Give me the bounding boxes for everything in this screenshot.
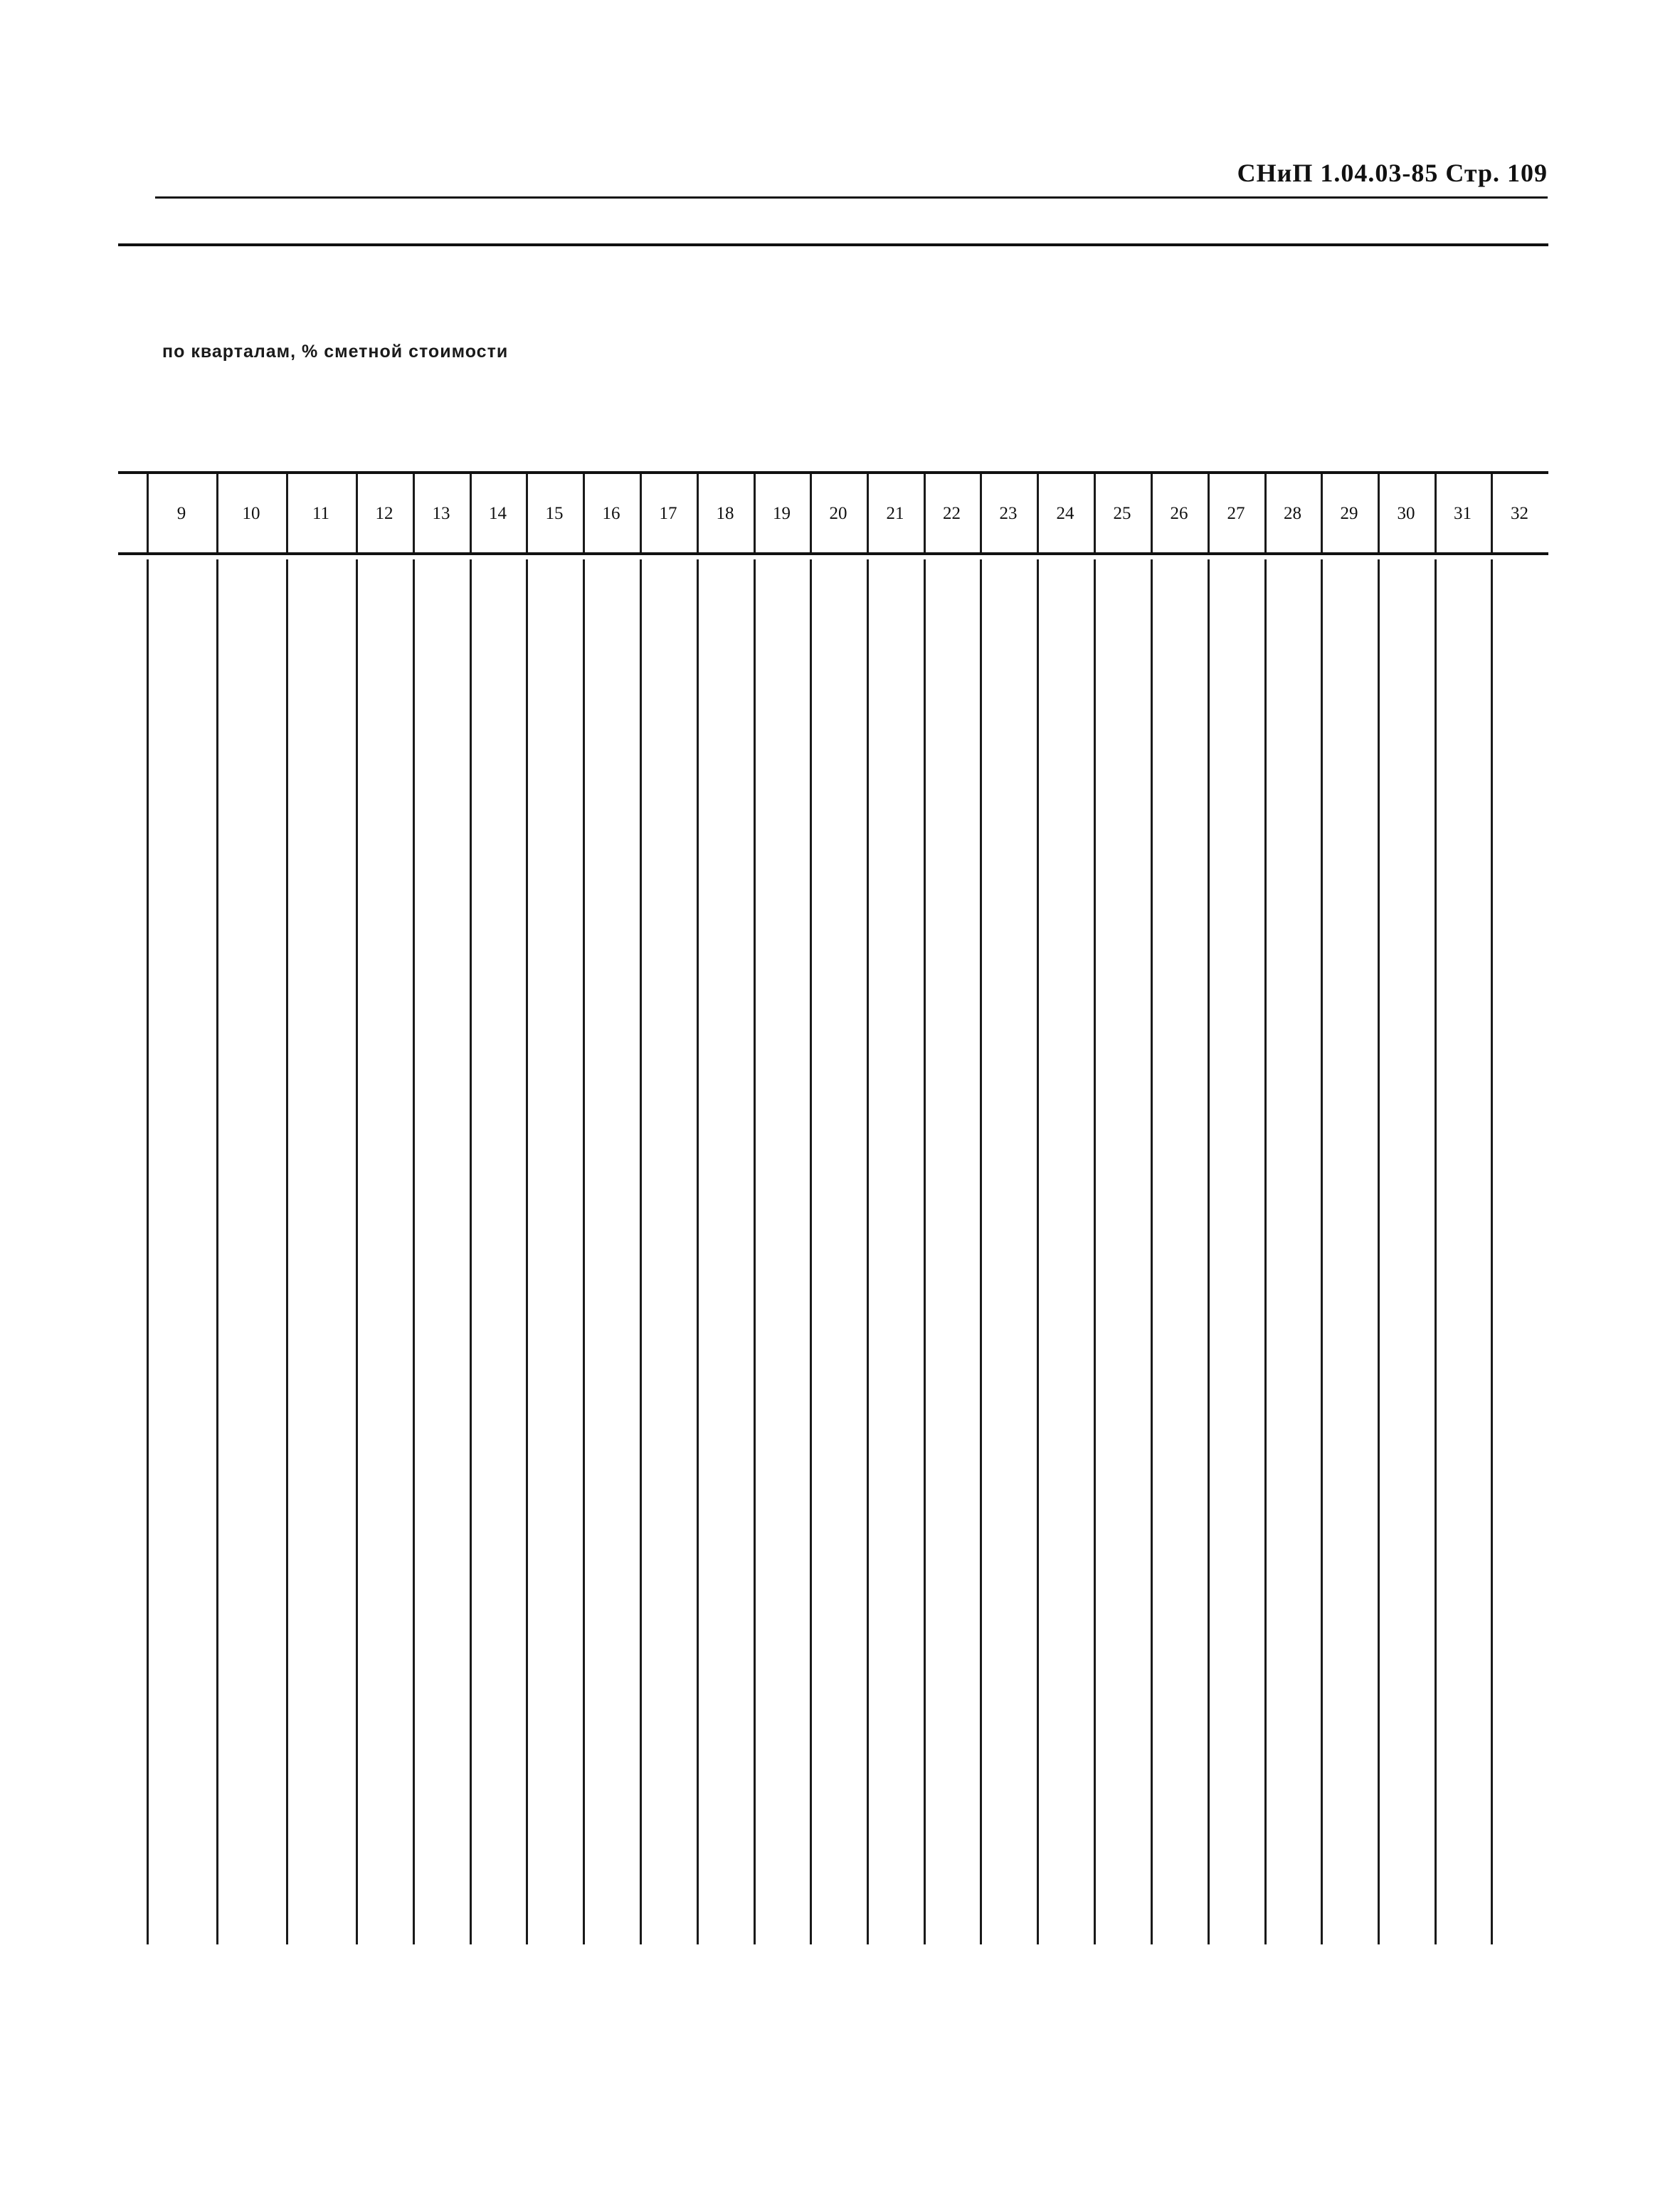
column-header-16: 16 xyxy=(602,504,620,523)
column-divider-body xyxy=(413,559,415,1944)
column-divider-body xyxy=(1264,559,1267,1944)
column-divider-body xyxy=(867,559,869,1944)
column-header-19: 19 xyxy=(773,504,791,523)
column-divider-body xyxy=(1151,559,1153,1944)
column-divider-body xyxy=(1208,559,1210,1944)
column-header-32: 32 xyxy=(1511,504,1528,523)
column-header-23: 23 xyxy=(999,504,1018,523)
column-header-10: 10 xyxy=(242,504,260,523)
column-header-12: 12 xyxy=(375,504,393,523)
column-header-11: 11 xyxy=(312,504,330,523)
column-header-28: 28 xyxy=(1284,504,1301,523)
column-divider-body xyxy=(216,559,218,1944)
column-header-24: 24 xyxy=(1056,504,1074,523)
section-rule xyxy=(118,243,1548,246)
page-header: СНиП 1.04.03-85 Стр. 109 xyxy=(1237,159,1548,187)
column-header-26: 26 xyxy=(1170,504,1188,523)
column-divider-body xyxy=(147,559,149,1944)
table-top-rule xyxy=(118,471,1548,474)
column-divider-body xyxy=(1378,559,1380,1944)
column-divider-body xyxy=(1037,559,1039,1944)
column-header-21: 21 xyxy=(886,504,904,523)
column-header-9: 9 xyxy=(176,504,186,523)
column-divider-body xyxy=(1491,559,1493,1944)
column-divider-body xyxy=(1435,559,1437,1944)
column-divider-body xyxy=(640,559,642,1944)
schedule-table xyxy=(118,471,1548,1953)
column-divider-body xyxy=(754,559,756,1944)
column-header-22: 22 xyxy=(943,504,961,523)
column-divider-body xyxy=(583,559,585,1944)
column-divider-body xyxy=(697,559,699,1944)
column-header-30: 30 xyxy=(1397,504,1415,523)
table-caption: по кварталам, % сметной стоимости xyxy=(162,342,509,362)
column-header-25: 25 xyxy=(1113,504,1131,523)
column-divider-body xyxy=(924,559,926,1944)
column-divider-body xyxy=(1321,559,1323,1944)
column-header-13: 13 xyxy=(432,504,450,523)
column-divider-body xyxy=(810,559,812,1944)
column-divider-body xyxy=(470,559,472,1944)
column-header-27: 27 xyxy=(1227,504,1245,523)
column-divider-body xyxy=(356,559,358,1944)
column-divider-body xyxy=(1094,559,1096,1944)
column-header-29: 29 xyxy=(1340,504,1358,523)
column-header-14: 14 xyxy=(489,504,507,523)
column-divider-body xyxy=(980,559,982,1944)
column-divider-body xyxy=(526,559,528,1944)
column-header-18: 18 xyxy=(716,504,734,523)
column-header-15: 15 xyxy=(545,504,564,523)
column-header-17: 17 xyxy=(659,504,677,523)
column-header-20: 20 xyxy=(829,504,847,523)
column-header-31: 31 xyxy=(1454,504,1472,523)
table-header-rule xyxy=(118,552,1548,555)
header-rule xyxy=(155,196,1548,199)
column-divider-body xyxy=(286,559,288,1944)
